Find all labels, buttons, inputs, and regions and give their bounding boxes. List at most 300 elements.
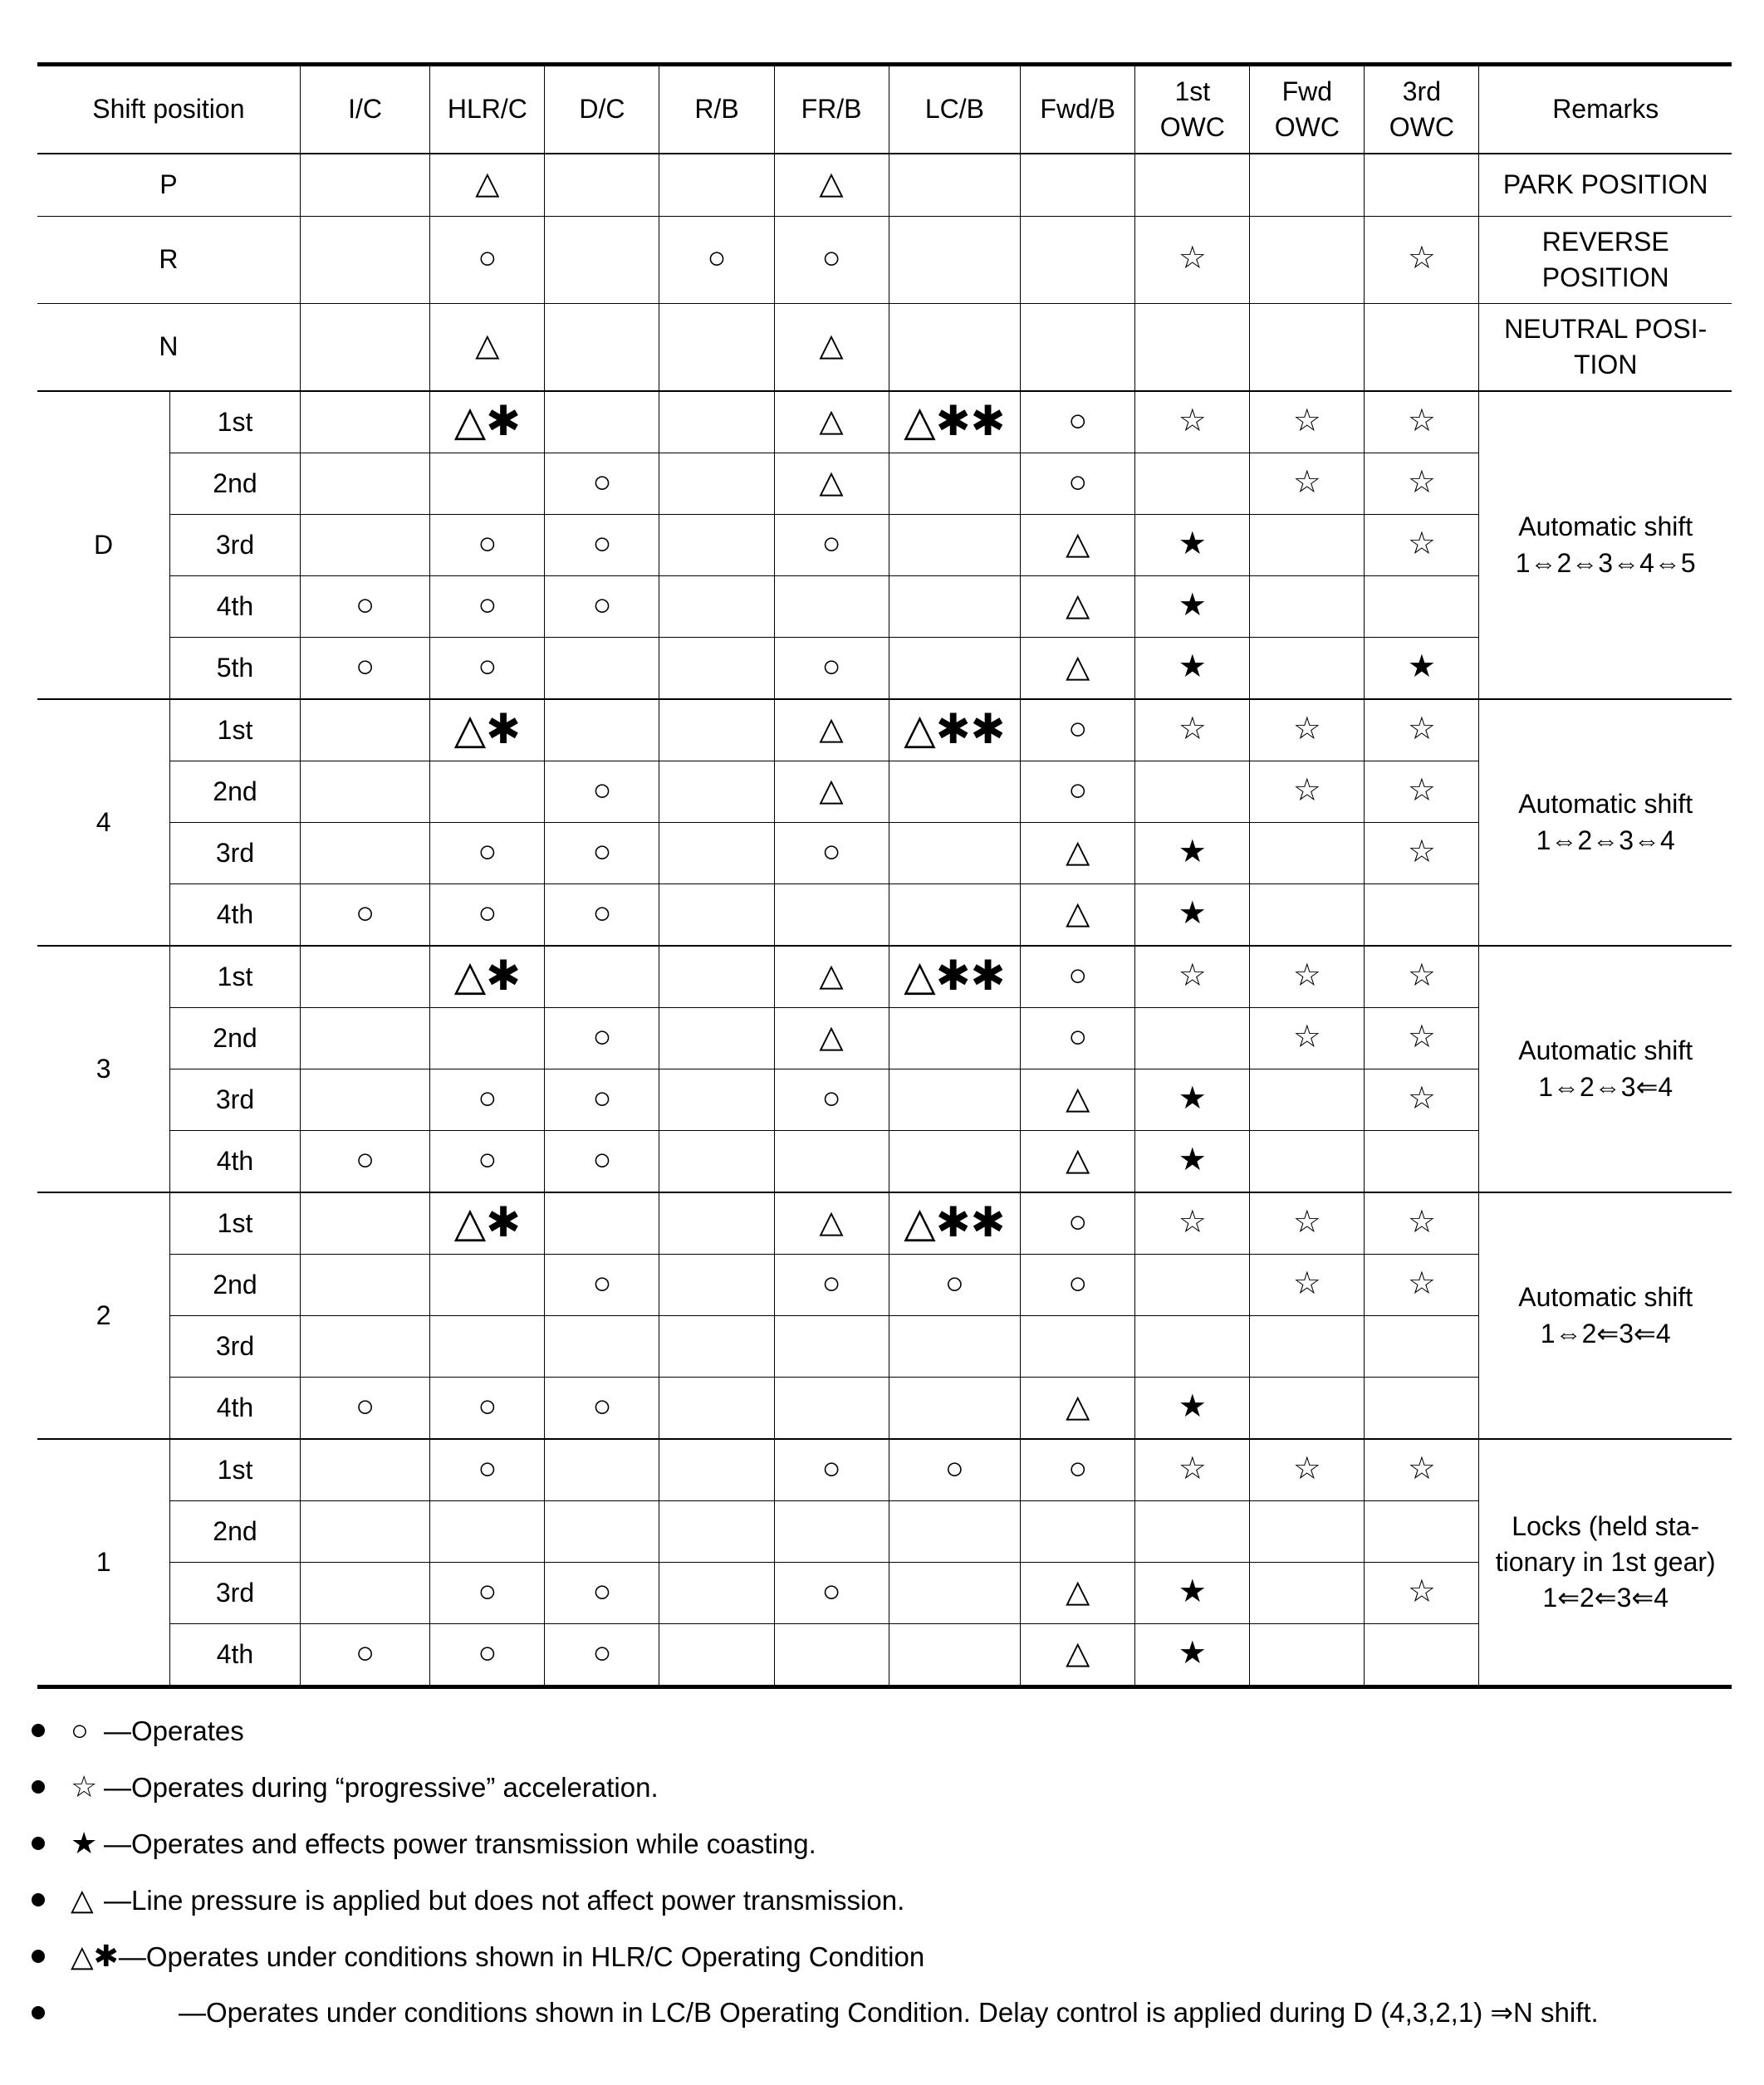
outline-star-icon: ☆ xyxy=(1292,1204,1321,1240)
table-cell xyxy=(1021,217,1135,304)
triangle-icon: △ xyxy=(819,957,844,993)
table-cell xyxy=(1021,1563,1135,1624)
table-cell xyxy=(545,391,659,453)
operates-circle-icon: ○ xyxy=(707,241,727,277)
table-cell xyxy=(1135,1255,1250,1316)
table-cell xyxy=(545,1192,659,1255)
operates-circle-icon: ○ xyxy=(478,1142,497,1177)
table-cell xyxy=(1135,1439,1250,1501)
table-cell xyxy=(1021,823,1135,884)
bullet-icon xyxy=(32,1893,45,1906)
remarks-cell: Automatic shift 1⇔2⇔3⇔4⇔5 xyxy=(1479,391,1732,699)
table-cell xyxy=(659,1192,774,1255)
table-cell xyxy=(1021,1501,1135,1563)
table-cell xyxy=(774,576,889,638)
outline-star-icon: ☆ xyxy=(1292,1265,1321,1301)
operates-circle-icon: ○ xyxy=(1068,957,1088,993)
table-row xyxy=(37,1255,1732,1316)
legend-item xyxy=(25,1985,1736,2041)
table-cell xyxy=(774,823,889,884)
table-cell xyxy=(889,1378,1021,1440)
table-cell xyxy=(1135,1008,1250,1069)
operates-circle-icon: ○ xyxy=(592,1080,612,1116)
gear-label: 4th xyxy=(170,884,301,947)
outline-star-icon: ☆ xyxy=(1407,403,1436,438)
table-cell xyxy=(1250,1131,1365,1193)
filled-star-icon: ★ xyxy=(1178,649,1207,684)
table-cell xyxy=(1135,453,1250,515)
shift-position-label: 2 xyxy=(37,1192,170,1439)
table-cell xyxy=(1135,1563,1250,1624)
table-row xyxy=(37,576,1732,638)
operates-circle-icon: ○ xyxy=(821,526,841,561)
table-cell xyxy=(430,1069,545,1131)
table-cell xyxy=(659,1378,774,1440)
outline-star-icon: ☆ xyxy=(1407,241,1436,277)
table-cell xyxy=(774,217,889,304)
table-cell xyxy=(1135,761,1250,823)
table-row xyxy=(37,515,1732,576)
table-cell xyxy=(545,638,659,700)
table-cell xyxy=(1250,946,1365,1008)
table-cell xyxy=(430,699,545,761)
remarks-cell: Automatic shift 1⇔2⇔3⇐4 xyxy=(1479,946,1732,1192)
table-cell xyxy=(1365,1255,1479,1316)
table-cell xyxy=(1135,884,1250,947)
table-cell xyxy=(659,823,774,884)
outline-star-icon: ☆ xyxy=(1292,464,1321,500)
table-cell xyxy=(774,453,889,515)
operates-circle-icon: ○ xyxy=(1068,1265,1088,1301)
table-row xyxy=(37,1624,1732,1687)
table-cell xyxy=(659,761,774,823)
table-cell xyxy=(774,946,889,1008)
table-cell xyxy=(1250,1439,1365,1501)
table-cell xyxy=(659,884,774,947)
table-cell xyxy=(300,1624,430,1687)
table-cell xyxy=(545,1316,659,1378)
table-cell xyxy=(1365,1378,1479,1440)
remarks-cell: REVERSE POSITION xyxy=(1479,217,1732,304)
table-cell xyxy=(430,1131,545,1193)
table-cell xyxy=(300,1069,430,1131)
table-cell xyxy=(1021,946,1135,1008)
table-cell xyxy=(300,576,430,638)
table-cell xyxy=(1135,1069,1250,1131)
table-cell xyxy=(774,1008,889,1069)
table-cell xyxy=(300,1501,430,1563)
table-cell xyxy=(545,1255,659,1316)
table-cell xyxy=(300,823,430,884)
operates-circle-icon: ○ xyxy=(821,1080,841,1116)
legend-text: —Operates under conditions shown in LC/B Operating Condition. Delay control is applied during D (4,3,2,1) ⇒N shift. xyxy=(179,1997,1599,2028)
table-cell xyxy=(659,1008,774,1069)
table-cell xyxy=(545,1439,659,1501)
table-cell xyxy=(300,1316,430,1378)
table-cell xyxy=(300,1563,430,1624)
outline-star-icon: ☆ xyxy=(1178,403,1207,438)
triangle-asterisk-icon: △✱ xyxy=(71,1939,119,1973)
triangle-icon: △ xyxy=(819,1204,844,1240)
table-cell xyxy=(545,576,659,638)
outline-star-icon: ☆ xyxy=(1407,1019,1436,1055)
operates-circle-icon: ○ xyxy=(821,834,841,869)
table-cell xyxy=(300,1439,430,1501)
operates-circle-icon: ○ xyxy=(592,1574,612,1609)
table-cell xyxy=(1021,638,1135,700)
triangle-double-asterisk-icon: △✱✱ xyxy=(904,397,1006,444)
table-cell xyxy=(545,699,659,761)
table-cell xyxy=(659,217,774,304)
operates-circle-icon: ○ xyxy=(355,1142,375,1177)
table-cell xyxy=(1135,391,1250,453)
table-cell xyxy=(430,761,545,823)
shift-position-label: 3 xyxy=(37,946,170,1192)
table-row xyxy=(37,1316,1732,1378)
table-row xyxy=(37,1439,1732,1501)
table-cell xyxy=(300,1378,430,1440)
table-cell xyxy=(1250,638,1365,700)
filled-star-icon: ★ xyxy=(71,1826,98,1860)
table-cell xyxy=(659,1069,774,1131)
operates-circle-icon: ○ xyxy=(592,1635,612,1671)
table-cell xyxy=(430,391,545,453)
table-cell xyxy=(1135,515,1250,576)
table-cell xyxy=(889,699,1021,761)
table-row xyxy=(37,154,1732,217)
table-cell xyxy=(889,1501,1021,1563)
table-cell xyxy=(1021,1316,1135,1378)
table-cell xyxy=(1021,1439,1135,1501)
table-cell xyxy=(300,638,430,700)
table-cell xyxy=(1365,1192,1479,1255)
gear-label: 1st xyxy=(170,1439,301,1501)
table-cell xyxy=(1135,304,1250,392)
remarks-cell: Locks (held sta-tionary in 1st gear) 1⇐2⇐3⇐4 xyxy=(1479,1439,1732,1687)
shift-position-label: P xyxy=(37,154,300,217)
table-cell xyxy=(659,515,774,576)
table-cell xyxy=(774,761,889,823)
triangle-double-asterisk-icon: △✱✱ xyxy=(904,705,1006,752)
legend-text: —Operates under conditions shown in HLR/C Operating Condition xyxy=(118,1941,925,1972)
triangle-asterisk-icon: △✱ xyxy=(453,1198,522,1246)
gear-label: 3rd xyxy=(170,1069,301,1131)
gear-label: 2nd xyxy=(170,761,301,823)
operates-circle-icon: ○ xyxy=(355,587,375,623)
outline-star-icon: ☆ xyxy=(1178,1451,1207,1486)
table-cell xyxy=(1250,699,1365,761)
table-cell xyxy=(1250,1624,1365,1687)
table-cell xyxy=(774,391,889,453)
table-cell xyxy=(659,1624,774,1687)
table-cell xyxy=(774,1131,889,1193)
table-cell xyxy=(1250,304,1365,392)
table-cell xyxy=(1250,1563,1365,1624)
table-cell xyxy=(430,1192,545,1255)
gear-label: 4th xyxy=(170,1378,301,1440)
table-cell xyxy=(659,1255,774,1316)
table-cell xyxy=(1135,1192,1250,1255)
table-cell xyxy=(430,1378,545,1440)
filled-star-icon: ★ xyxy=(1178,1574,1207,1609)
table-cell xyxy=(889,391,1021,453)
triangle-icon: △ xyxy=(1066,1142,1090,1177)
table-cell xyxy=(1135,946,1250,1008)
table-cell xyxy=(1365,1131,1479,1193)
outline-star-icon: ☆ xyxy=(1407,711,1436,746)
table-cell xyxy=(774,515,889,576)
table-cell xyxy=(1135,1501,1250,1563)
table-cell xyxy=(1250,884,1365,947)
table-cell xyxy=(1365,515,1479,576)
outline-star-icon: ☆ xyxy=(1407,1204,1436,1240)
filled-star-icon: ★ xyxy=(1178,1142,1207,1177)
triangle-icon: △ xyxy=(1066,1080,1090,1116)
table-cell xyxy=(1021,1069,1135,1131)
operates-circle-icon: ○ xyxy=(1068,1451,1088,1486)
outline-star-icon: ☆ xyxy=(1407,1080,1436,1116)
table-cell xyxy=(774,699,889,761)
table-cell xyxy=(1135,638,1250,700)
table-cell xyxy=(659,304,774,392)
gear-label: 4th xyxy=(170,1131,301,1193)
table-cell xyxy=(545,1069,659,1131)
table-cell xyxy=(1135,823,1250,884)
table-row xyxy=(37,1378,1732,1440)
legend-text: —Operates and effects power transmission while coasting. xyxy=(104,1828,816,1859)
table-row xyxy=(37,1563,1732,1624)
table-cell xyxy=(889,884,1021,947)
filled-star-icon: ★ xyxy=(1178,1080,1207,1116)
shift-position-label: 4 xyxy=(37,699,170,946)
operates-circle-icon: ○ xyxy=(1068,1204,1088,1240)
operates-circle-icon: ○ xyxy=(478,526,497,561)
operates-circle-icon: ○ xyxy=(592,1142,612,1177)
operates-circle-icon: ○ xyxy=(71,1713,89,1747)
operates-circle-icon: ○ xyxy=(592,1388,612,1424)
gear-label: 1st xyxy=(170,699,301,761)
operates-circle-icon: ○ xyxy=(821,1451,841,1486)
table-cell xyxy=(889,1255,1021,1316)
table-cell xyxy=(300,453,430,515)
table-cell xyxy=(545,1563,659,1624)
table-cell xyxy=(1021,154,1135,217)
table-cell xyxy=(430,638,545,700)
outline-star-icon: ☆ xyxy=(1407,526,1436,561)
gear-label: 5th xyxy=(170,638,301,700)
table-cell xyxy=(545,304,659,392)
column-header: D/C xyxy=(545,65,659,154)
legend-item xyxy=(25,1815,1736,1872)
operates-circle-icon: ○ xyxy=(355,895,375,931)
table-cell xyxy=(889,576,1021,638)
table-cell xyxy=(1250,761,1365,823)
table-cell xyxy=(1365,576,1479,638)
outline-star-icon: ☆ xyxy=(1178,1204,1207,1240)
triangle-asterisk-icon: △✱ xyxy=(453,705,522,752)
filled-star-icon: ★ xyxy=(1178,526,1207,561)
operates-circle-icon: ○ xyxy=(821,649,841,684)
table-cell xyxy=(1365,453,1479,515)
table-cell xyxy=(1021,1624,1135,1687)
table-row xyxy=(37,823,1732,884)
triangle-icon: △ xyxy=(475,166,500,202)
table-cell xyxy=(300,1255,430,1316)
operates-circle-icon: ○ xyxy=(1068,711,1088,746)
table-cell xyxy=(774,1378,889,1440)
table-cell xyxy=(1135,576,1250,638)
table-row xyxy=(37,699,1732,761)
legend-text: —Operates xyxy=(104,1715,244,1746)
legend-item xyxy=(25,1759,1736,1815)
table-cell xyxy=(774,304,889,392)
triangle-icon: △ xyxy=(1066,526,1090,561)
column-header: Fwd/B xyxy=(1021,65,1135,154)
operates-circle-icon: ○ xyxy=(478,834,497,869)
triangle-double-asterisk-icon: △✱✱ xyxy=(904,952,1006,999)
triangle-icon: △ xyxy=(819,464,844,500)
table-cell xyxy=(1250,453,1365,515)
column-header: R/B xyxy=(659,65,774,154)
table-cell xyxy=(889,453,1021,515)
table-row xyxy=(37,304,1732,392)
table-cell xyxy=(430,515,545,576)
outline-star-icon: ☆ xyxy=(1292,1019,1321,1055)
operates-circle-icon: ○ xyxy=(592,772,612,808)
table-cell xyxy=(1250,1378,1365,1440)
outline-star-icon: ☆ xyxy=(1407,1451,1436,1486)
table-cell xyxy=(1250,1008,1365,1069)
table-cell xyxy=(1135,1131,1250,1193)
table-cell xyxy=(1021,1378,1135,1440)
table-cell xyxy=(300,304,430,392)
outline-star-icon: ☆ xyxy=(1407,957,1436,993)
table-cell xyxy=(889,1131,1021,1193)
table-cell xyxy=(659,946,774,1008)
operates-circle-icon: ○ xyxy=(478,1635,497,1671)
column-header: 1st OWC xyxy=(1135,65,1250,154)
operates-circle-icon: ○ xyxy=(478,1451,497,1486)
shift-position-label: 1 xyxy=(37,1439,170,1687)
table-cell xyxy=(659,1131,774,1193)
operates-circle-icon: ○ xyxy=(355,1388,375,1424)
table-cell xyxy=(659,576,774,638)
operates-circle-icon: ○ xyxy=(478,1388,497,1424)
operates-circle-icon: ○ xyxy=(821,1574,841,1609)
table-cell xyxy=(1250,1069,1365,1131)
table-cell xyxy=(545,1131,659,1193)
table-cell xyxy=(430,1008,545,1069)
table-cell xyxy=(1250,154,1365,217)
triangle-icon: △ xyxy=(1066,649,1090,684)
triangle-asterisk-icon: △✱ xyxy=(453,397,522,444)
operates-circle-icon: ○ xyxy=(944,1451,964,1486)
table-cell xyxy=(774,638,889,700)
table-cell xyxy=(659,1439,774,1501)
legend-item xyxy=(25,1702,1736,1759)
table-cell xyxy=(430,823,545,884)
column-header: HLR/C xyxy=(430,65,545,154)
bullet-icon xyxy=(32,1724,45,1737)
table-cell xyxy=(545,154,659,217)
outline-star-icon: ☆ xyxy=(71,1769,98,1804)
table-cell xyxy=(1135,1316,1250,1378)
bullet-icon xyxy=(32,1950,45,1963)
table-cell xyxy=(1365,638,1479,700)
table-cell xyxy=(430,1255,545,1316)
gear-label: 3rd xyxy=(170,1316,301,1378)
triangle-icon: △ xyxy=(819,403,844,438)
table-row xyxy=(37,884,1732,947)
table-cell xyxy=(1365,1316,1479,1378)
table-cell xyxy=(1135,1624,1250,1687)
outline-star-icon: ☆ xyxy=(1292,772,1321,808)
table-cell xyxy=(1365,1439,1479,1501)
triangle-icon: △ xyxy=(1066,587,1090,623)
triangle-icon: △ xyxy=(71,1882,94,1916)
table-cell xyxy=(889,761,1021,823)
table-cell xyxy=(889,1563,1021,1624)
table-cell xyxy=(1365,154,1479,217)
table-row xyxy=(37,217,1732,304)
outline-star-icon: ☆ xyxy=(1292,403,1321,438)
table-cell xyxy=(430,1501,545,1563)
table-cell xyxy=(659,699,774,761)
triangle-icon: △ xyxy=(1066,834,1090,869)
table-cell xyxy=(1021,304,1135,392)
triangle-asterisk-icon: △✱ xyxy=(453,952,522,999)
outline-star-icon: ☆ xyxy=(1407,1265,1436,1301)
operates-circle-icon: ○ xyxy=(592,464,612,500)
column-header: Fwd OWC xyxy=(1250,65,1365,154)
table-row xyxy=(37,1131,1732,1193)
operates-circle-icon: ○ xyxy=(355,1635,375,1671)
table-cell xyxy=(889,1069,1021,1131)
table-cell xyxy=(300,154,430,217)
table-cell xyxy=(1135,1378,1250,1440)
table-cell xyxy=(545,1008,659,1069)
table-cell xyxy=(300,515,430,576)
filled-star-icon: ★ xyxy=(1178,1635,1207,1671)
gear-label: 1st xyxy=(170,946,301,1008)
table-cell xyxy=(1250,1316,1365,1378)
remarks-cell: PARK POSITION xyxy=(1479,154,1732,217)
operates-circle-icon: ○ xyxy=(592,834,612,869)
table-cell xyxy=(545,217,659,304)
table-cell xyxy=(1021,453,1135,515)
table-cell xyxy=(1365,699,1479,761)
table-row xyxy=(37,391,1732,453)
gear-label: 3rd xyxy=(170,1563,301,1624)
table-cell xyxy=(1021,391,1135,453)
table-cell xyxy=(1365,1624,1479,1687)
table-cell xyxy=(889,1439,1021,1501)
table-row xyxy=(37,453,1732,515)
operates-circle-icon: ○ xyxy=(592,1265,612,1301)
table-cell xyxy=(545,1378,659,1440)
operates-circle-icon: ○ xyxy=(478,587,497,623)
table-cell xyxy=(889,946,1021,1008)
table-cell xyxy=(1365,1069,1479,1131)
triangle-icon: △ xyxy=(819,166,844,202)
gear-label: 4th xyxy=(170,576,301,638)
gear-label: 1st xyxy=(170,391,301,453)
table-cell xyxy=(659,1563,774,1624)
outline-star-icon: ☆ xyxy=(1407,834,1436,869)
remarks-cell: Automatic shift 1⇔2⇔3⇔4 xyxy=(1479,699,1732,946)
table-cell xyxy=(430,946,545,1008)
table-cell xyxy=(1365,946,1479,1008)
